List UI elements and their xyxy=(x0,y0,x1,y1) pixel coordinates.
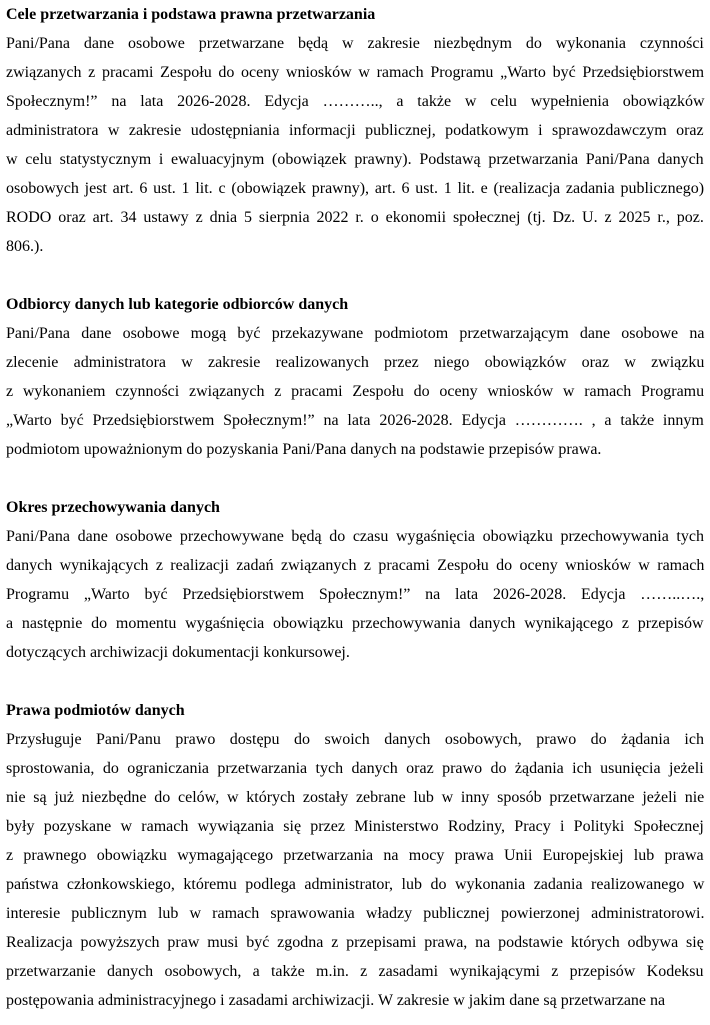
document-page xyxy=(6,0,706,1015)
paragraph-line: związanych z pracami Zespołu do oceny wniosków w ramach Programu „Warto być Przedsiębiorstwem xyxy=(6,64,705,81)
paragraph-line: Przysługuje Pani/Panu prawo dostępu do swoich danych osobowych, prawo do żądania ich xyxy=(6,731,704,748)
paragraph-line: sprostowania, do ograniczania przetwarzania tych danych oraz prawo do żądania ich usunięcia jeżeli xyxy=(6,760,704,777)
paragraph-line: były pozyskane w ramach wywiązania się przez Ministerstwo Rodziny, Pracy i Polityki Społecznej xyxy=(6,818,704,835)
paragraph-line: a następnie do momentu wygaśnięcia obowiązku przechowywania danych wynikającego z przepisów xyxy=(6,615,704,632)
section-purposes xyxy=(6,0,706,261)
paragraph-line: Pani/Pana dane osobowe przechowywane będą do czasu wygaśnięcia obowiązku przechowywania tych xyxy=(6,528,704,545)
section-heading: Cele przetwarzania i podstawa prawna przetwarzania xyxy=(6,6,376,23)
paragraph-line: Pani/Pana dane osobowe przetwarzane będą w zakresie niezbędnym do wykonania czynności xyxy=(6,35,704,52)
section-spacer xyxy=(6,261,706,290)
paragraph-line: dotyczących archiwizacji dokumentacji konkursowej. xyxy=(6,644,350,661)
paragraph-line: z prawnego obowiązku wymagającego przetwarzania na mocy prawa Unii Europejskiej lub prawa xyxy=(6,847,704,864)
paragraph-line: podmiotom upoważnionym do pozyskania Pani/Pana danych na podstawie przepisów prawa. xyxy=(6,441,602,458)
paragraph-line: przetwarzanie danych osobowych, a także m.in. z zasadami wynikającymi z przepisów Kodeksu xyxy=(6,963,704,980)
paragraph-line: państwa członkowskiego, któremu podlega administrator, lub do wykonania zadania realizowanego w xyxy=(6,876,705,893)
section-spacer xyxy=(6,464,706,493)
paragraph-line: 806.). xyxy=(6,238,44,255)
paragraph-line: Społecznym!” na lata 2026-2028. Edycja ……….., a także w celu wypełnienia obowiązków xyxy=(6,93,705,110)
paragraph-line: RODO oraz art. 34 ustawy z dnia 5 sierpnia 2022 r. o ekonomii społecznej (tj. Dz. U. z 2025 r., poz. xyxy=(6,209,704,226)
section-heading: Prawa podmiotów danych xyxy=(6,702,185,719)
paragraph-line: Pani/Pana dane osobowe mogą być przekazywane podmiotom przetwarzającym dane osobowe na xyxy=(6,325,705,342)
paragraph-line: „Warto być Przedsiębiorstwem Społecznym!” na lata 2026-2028. Edycja …………. , a także innym xyxy=(6,412,704,429)
paragraph-line: z wykonaniem czynności związanych z pracami Zespołu do oceny wniosków w ramach Programu xyxy=(6,383,705,400)
section-recipients xyxy=(6,290,706,464)
section-rights xyxy=(6,696,706,1015)
paragraph-line: osobowych jest art. 6 ust. 1 lit. c (obowiązek prawny), art. 6 ust. 1 lit. e (realizacja zadania publicznego) xyxy=(6,180,705,197)
paragraph-line: interesie publicznym lub w ramach sprawowania władzy publicznej powierzonej administratorowi. xyxy=(6,905,705,922)
paragraph-line: danych wynikających z realizacji zadań związanych z pracami Zespołu do oceny wniosków w ramach xyxy=(6,557,705,574)
paragraph-line: administratora w zakresie udostępniania informacji publicznej, podatkowym i sprawozdawczym oraz xyxy=(6,122,704,139)
section-heading: Odbiorcy danych lub kategorie odbiorców danych xyxy=(6,296,349,313)
paragraph-line: zlecenie administratora w zakresie realizowanych przez niego obowiązków oraz w związku xyxy=(6,354,705,371)
section-retention xyxy=(6,493,706,667)
section-spacer xyxy=(6,667,706,696)
paragraph-line: nie są już niezbędne do celów, w których zostały zebrane lub w inny sposób przetwarzane jeżeli nie xyxy=(6,789,705,806)
section-heading: Okres przechowywania danych xyxy=(6,499,220,516)
paragraph-line: postępowania administracyjnego i zasadami archiwizacji. W zakresie w jakim dane są przetwarzane na xyxy=(6,992,666,1009)
paragraph-line: w celu statystycznym i ewaluacyjnym (obowiązek prawny). Podstawą przetwarzania Pani/Pana danych xyxy=(6,151,704,168)
paragraph-line: Realizacja powyższych praw musi być zgodna z przepisami prawa, na podstawie których odbywa się xyxy=(6,934,704,951)
paragraph-line: Programu „Warto być Przedsiębiorstwem Społecznym!” na lata 2026-2028. Edycja ……..…., xyxy=(6,586,705,603)
